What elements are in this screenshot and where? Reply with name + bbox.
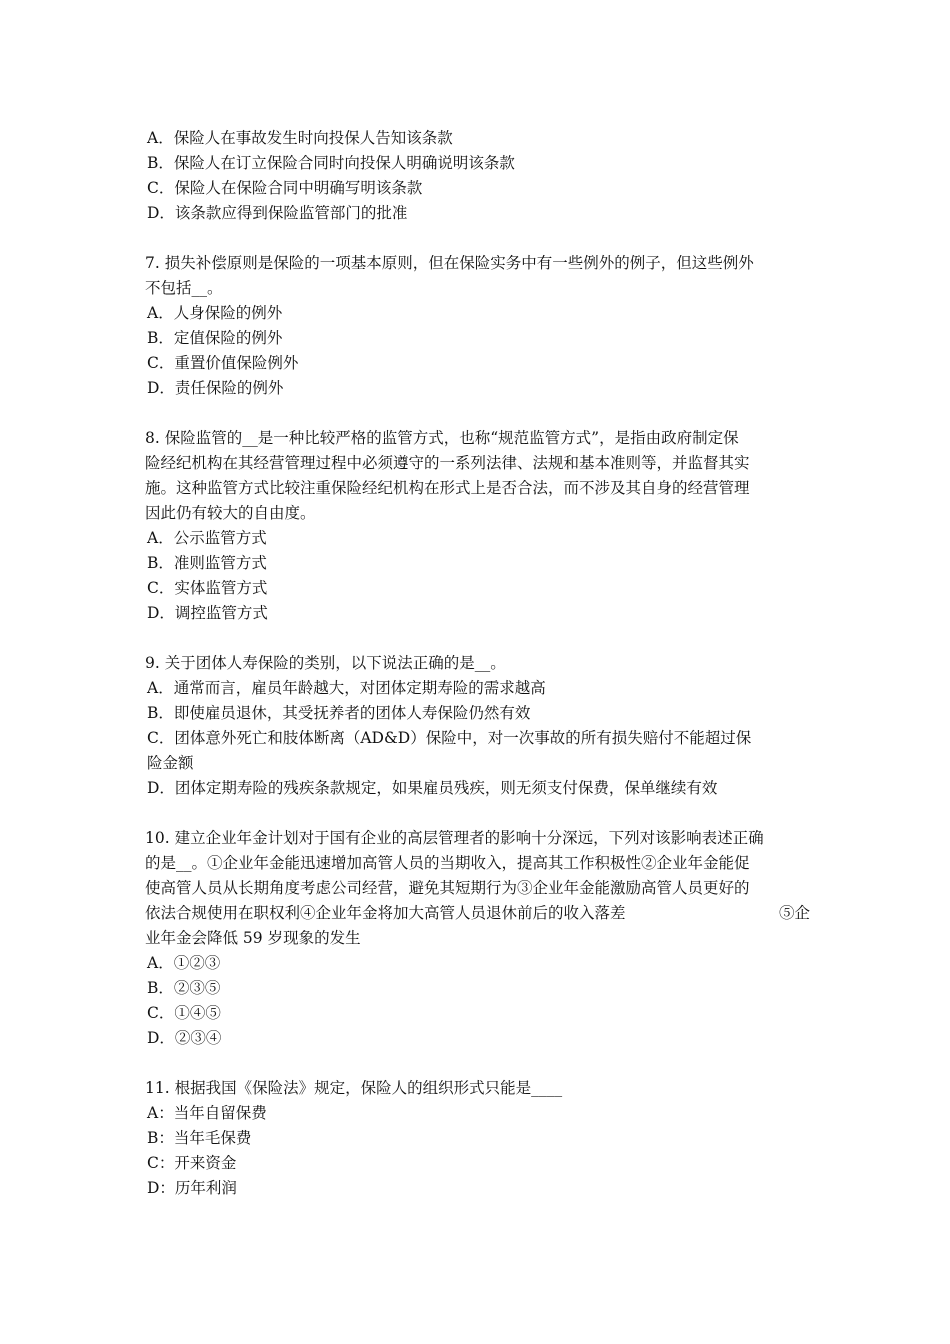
option-d: D．②③④ [147, 1029, 222, 1047]
option-c: C．实体监管方式 [147, 579, 268, 597]
option-b: B．②③⑤ [147, 979, 221, 997]
stem-text: 依法合规使用在职权利④企业年金将加大高管人员退休前后的收入落差 [145, 904, 626, 922]
option-c: C．保险人在保险合同中明确写明该条款 [147, 179, 423, 197]
question-stem: 7. 损失补偿原则是保险的一项基本原则，但在保险实务中有一些例外的例子，但这些例外 [145, 254, 754, 272]
option-d: D．责任保险的例外 [147, 379, 284, 397]
option-a: A．保险人在事故发生时向投保人告知该条款 [147, 129, 453, 147]
option-a: A．人身保险的例外 [147, 304, 283, 322]
option-d: D．调控监管方式 [147, 604, 268, 622]
question-stem-cont: 施。这种监管方式比较注重保险经纪机构在形式上是否合法，而不涉及其自身的经营管理 [145, 479, 750, 497]
option-c: C：开来资金 [147, 1154, 237, 1172]
question-stem: 10. 建立企业年金计划对于国有企业的高层管理者的影响十分深远，下列对该影响表述正确 [145, 829, 764, 847]
question-11 [145, 1076, 810, 1201]
option-b: B：当年毛保费 [147, 1129, 252, 1147]
question-stem-cont [145, 901, 810, 926]
question-8 [145, 426, 810, 626]
question-stem-cont: 险经纪机构在其经营管理过程中必须遵守的一系列法律、法规和基本准则等，并监督其实 [145, 454, 750, 472]
question-stem-cont: 因此仍有较大的自由度。 [145, 504, 316, 522]
question-stem-cont: 业年金会降低 59 岁现象的发生 [145, 929, 361, 947]
question-stem-cont: 的是__。①企业年金能迅速增加高管人员的当期收入，提高其工作积极性②企业年金能促 [145, 854, 750, 872]
option-a: A：当年自留保费 [147, 1104, 267, 1122]
option-d: D．该条款应得到保险监管部门的批准 [147, 204, 408, 222]
option-c: C．团体意外死亡和肢体断离（AD&D）保险中，对一次事故的所有损失赔付不能超过保 [147, 729, 752, 747]
option-d: D．团体定期寿险的残疾条款规定，如果雇员残疾，则无须支付保费，保单继续有效 [147, 779, 718, 797]
question-6-options [145, 126, 810, 226]
option-b: B．准则监管方式 [147, 554, 267, 572]
question-stem: 9. 关于团体人寿保险的类别，以下说法正确的是__。 [145, 654, 506, 672]
option-c: C．重置价值保险例外 [147, 354, 299, 372]
option-b: B．定值保险的例外 [147, 329, 283, 347]
option-b: B．即使雇员退休，其受抚养者的团体人寿保险仍然有效 [147, 704, 531, 722]
option-b: B．保险人在订立保险合同时向投保人明确说明该条款 [147, 154, 515, 172]
option-a: A．公示监管方式 [147, 529, 267, 547]
question-stem: 8. 保险监管的__是一种比较严格的监管方式，也称“规范监管方式”，是指由政府制定保 [145, 429, 739, 447]
question-7 [145, 251, 810, 401]
option-a: A．①②③ [147, 954, 221, 972]
stem-text-tail: ⑤企 [778, 904, 810, 922]
question-9 [145, 651, 810, 801]
option-a: A．通常而言，雇员年龄越大，对团体定期寿险的需求越高 [147, 679, 546, 697]
question-stem-cont: 使高管人员从长期角度考虑公司经营，避免其短期行为③企业年金能激励高管人员更好的 [145, 879, 750, 897]
option-c: C．①④⑤ [147, 1004, 221, 1022]
document-page [145, 126, 810, 1201]
question-stem-cont: 不包括__。 [145, 279, 223, 297]
option-d: D：历年利润 [147, 1179, 237, 1197]
option-c-cont: 险金额 [147, 754, 194, 772]
question-10 [145, 826, 810, 1051]
question-stem: 11. 根据我国《保险法》规定，保险人的组织形式只能是____ [145, 1079, 563, 1097]
